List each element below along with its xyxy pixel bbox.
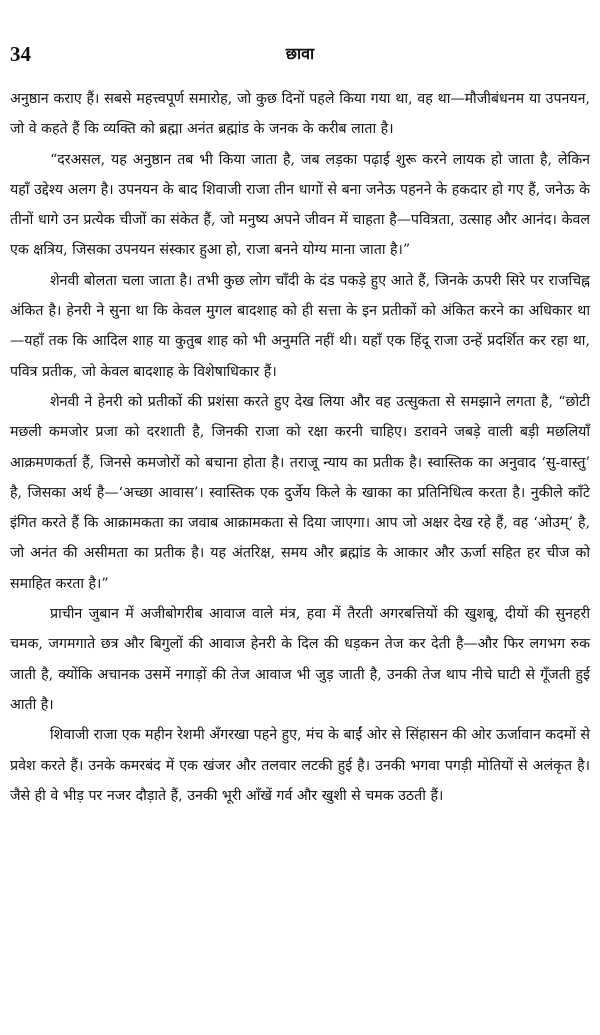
- running-title: छावा: [285, 44, 315, 63]
- paragraph: अनुष्ठान कराए हैं। सबसे महत्त्वपूर्ण समारोह, जो कुछ दिनों पहले किया गया था, वह था—मौजीबंधनम या उपनयन, जो वे कहते हैं कि व्यक्ति को ब्रह्मा अनंत ब्रह्मांड के जनक के करीब लाता है।: [10, 91, 590, 138]
- paragraph: शेनवी बोलता चला जाता है। तभी कुछ लोग चाँदी के दंड पकड़े हुए आते हैं, जिनके ऊपरी सिरे पर राजचिह्न अंकित है। हेनरी ने सुना था कि केवल मुगल बादशाह को ही सत्ता के इन प्रतीकों को अंकित करने का अधिकार था—यहाँ तक कि आदिल शाह या कुतुब शाह को भी अनुमति नहीं थी। यहाँ एक हिंदू राजा उन्हें प्रदर्शित कर रहा था, पवित्र प्रतीक, जो केवल बादशाह के विशेषाधिकार हैं।: [10, 272, 590, 380]
- paragraph: प्राचीन जुबान में अजीबोगरीब आवाज वाले मंत्र, हवा में तैरती अगरबत्तियों की खुशबू, दीयों की सुनहरी चमक, जगमगाते छत्र और बिगुलों की आवाज हेनरी के दिल की धड़कन तेज कर देती है—और फिर लगभग रुक जाती है, क्योंकि अचानक उसमें नगाड़ों की तेज आवाज भी जुड़ जाती है, उनकी तेज थाप नीचे घाटी से गूँजती हुई आती है।: [10, 606, 590, 713]
- page-number: 34: [10, 42, 31, 66]
- paragraph: शिवाजी राजा एक महीन रेशमी अँगरखा पहने हुए, मंच के बाईं ओर से सिंहासन की ओर ऊर्जावान कदमों से प्रवेश करते हैं। उनके कमरबंद में एक खंजर और तलवार लटकी हुई है। उनकी भगवा पगड़ी मोतियों से अलंकृत है। जैसे ही वे भीड़ पर नजर दौड़ाते हैं, उनकी भूरी आँखें गर्व और खुशी से चमक उठती हैं।: [10, 727, 590, 804]
- body-text: [10, 84, 590, 811]
- paragraph: शेनवी ने हेनरी को प्रतीकों की प्रशंसा करते हुए देख लिया और वह उत्सुकता से समझाने लगता है, “छोटी मछली कमजोर प्रजा को दरशाती है, जिनकी राजा को रक्षा करनी चाहिए। डरावने जबड़े वाली बड़ी मछलियाँ आक्रमणकर्ता हैं, जिनसे कमजोरों को बचाना होता है। तराजू न्याय का प्रतीक है। स्वास्तिक का अनुवाद ‘सु-वास्तु’ है, जिसका अर्थ है—‘अच्छा आवास’। स्वास्तिक एक दुर्जेय किले के खाका का प्रतिनिधित्व करता है। नुकीले काँटे इंगित करते हैं कि आक्रामकता का जवाब आक्रामकता से दिया जाएगा। आप जो अक्षर देख रहे हैं, वह ‘ओउम्’ है, जो अनंत की असीमता का प्रतीक है। यह अंतरिक्ष, समय और ब्रह्मांड के आकार और ऊर्जा सहित हर चीज को समाहित करता है।”: [10, 393, 590, 592]
- book-page: [10, 0, 590, 1035]
- page-header: [10, 0, 590, 70]
- paragraph: “दरअसल, यह अनुष्ठान तब भी किया जाता है, जब लड़का पढ़ाई शुरू करने लायक हो जाता है, लेकिन यहाँ उद्देश्य अलग है। उपनयन के बाद शिवाजी राजा तीन धागों से बना जनेऊ पहनने के हकदार हो गए हैं, जनेऊ के तीनों धागे उन प्रत्येक चीजों का संकेत हैं, जो मनुष्य अपने जीवन में चाहता है—पवित्रता, उत्साह और आनंद। केवल एक क्षत्रिय, जिसका उपनयन संस्कार हुआ हो, राजा बनने योग्य माना जाता है।”: [10, 151, 590, 259]
